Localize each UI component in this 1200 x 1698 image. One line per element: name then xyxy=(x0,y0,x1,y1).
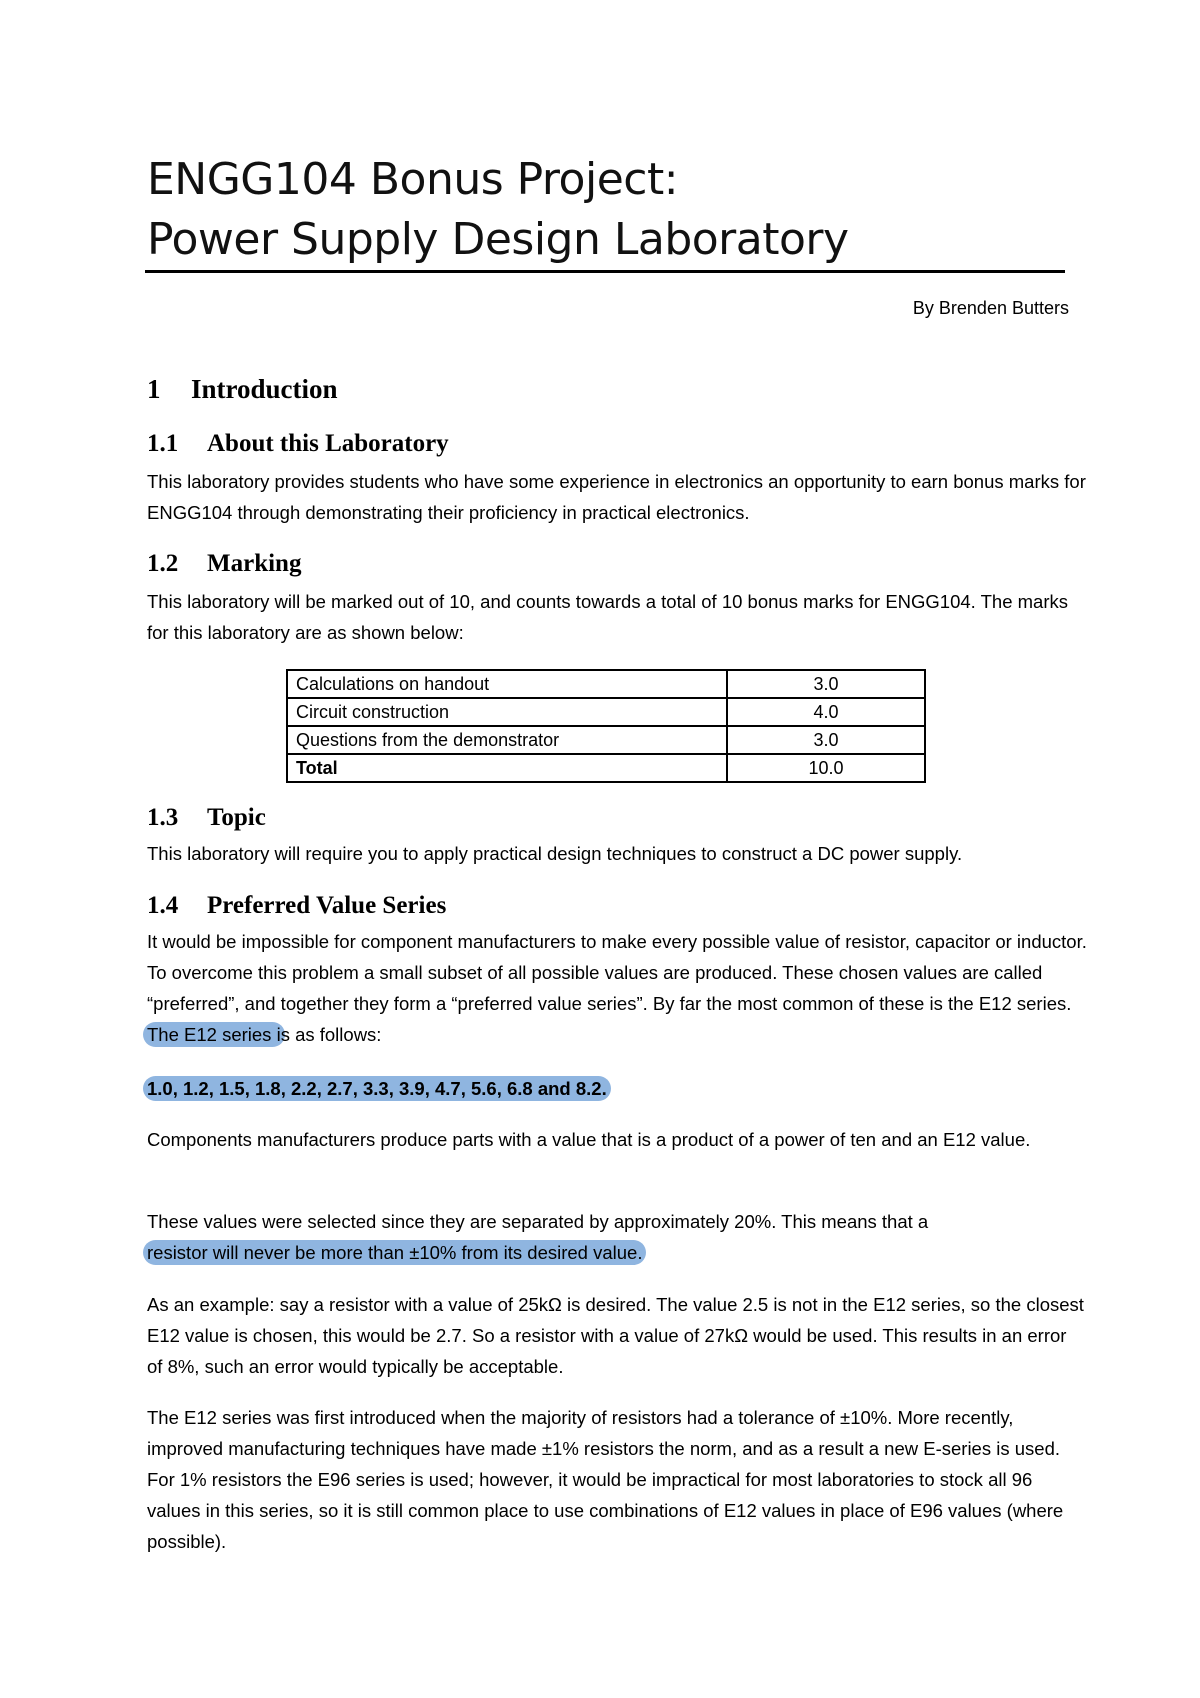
table-row xyxy=(287,726,925,754)
title-line-1: ENGG104 Bonus Project: xyxy=(147,154,679,205)
marks-table xyxy=(286,669,926,783)
heading-text: Marking xyxy=(207,550,302,577)
heading-introduction xyxy=(147,374,338,405)
paragraph-e96: The E12 series was first introduced when the majority of resistors had a tolerance of ±10%. More recently, improved manufacturing techniques have made ±1% resistors the norm, and as a result a new E-series is used. For 1% resistors the E96 series is used; however, it would be impractical for most laboratories to stock all 96 values in this series, so it is still common place to use combinations of E12 values in place of E96 values (where possible). xyxy=(147,1407,1064,1552)
table-cell-label: Circuit construction xyxy=(287,698,727,726)
table-row xyxy=(287,670,925,698)
title-line-2: Power Supply Design Laboratory xyxy=(147,214,849,265)
table-row xyxy=(287,698,925,726)
heading-number: 1.2 xyxy=(147,550,179,577)
table-cell-value: 4.0 xyxy=(727,698,925,726)
e12-series-values xyxy=(147,1078,607,1100)
heading-number: 1.4 xyxy=(147,892,179,919)
table-cell-label: Questions from the demonstrator xyxy=(287,726,727,754)
paragraph-preferred-intro xyxy=(147,926,1087,1050)
table-cell-label: Calculations on handout xyxy=(287,670,727,698)
highlight-annotation: The E12 series i xyxy=(143,1022,285,1047)
table-cell-value: 3.0 xyxy=(727,670,925,698)
heading-preferred-value-series xyxy=(147,892,446,920)
highlight-annotation: 1.0, 1.2, 1.5, 1.8, 2.2, 2.7, 3.3, 3.9, 4.7, 5.6, 6.8 and 8.2. xyxy=(143,1076,611,1101)
paragraph-text: These values were selected since they are separated by approximately 20%. This means that a xyxy=(147,1211,929,1232)
table-cell-value: 10.0 xyxy=(727,754,925,782)
table-row-total xyxy=(287,754,925,782)
table-cell-value: 3.0 xyxy=(727,726,925,754)
paragraph-text: It would be impossible for component manufacturers to make every possible value of resistor, capacitor or inductor. To overcome this problem a small subset of all possible values are produced. These chosen values are called “preferred”, and together they form a “preferred value series”. By far the most common of these is the E12 series. xyxy=(147,931,1087,1014)
table-cell-label: Total xyxy=(287,754,727,782)
paragraph-marking: This laboratory will be marked out of 10, and counts towards a total of 10 bonus marks for ENGG104. The marks for this laboratory are as shown below: xyxy=(147,591,1068,643)
paragraph-text-tail: s as follows: xyxy=(280,1024,382,1045)
heading-topic xyxy=(147,804,266,832)
paragraph-tolerance xyxy=(147,1206,1087,1268)
paragraph-components: Components manufacturers produce parts with a value that is a product of a power of ten and an E12 value. xyxy=(147,1129,1031,1150)
heading-text: Topic xyxy=(207,804,266,831)
heading-number: 1.1 xyxy=(147,430,179,457)
heading-about-this-laboratory xyxy=(147,430,449,458)
heading-text: Introduction xyxy=(191,374,338,404)
heading-text: About this Laboratory xyxy=(207,430,449,457)
title-underline xyxy=(145,270,1065,273)
author-byline: By Brenden Butters xyxy=(912,298,1069,318)
paragraph-example: As an example: say a resistor with a value of 25kΩ is desired. The value 2.5 is not in the E12 series, so the closest E12 value is chosen, this would be 2.7. So a resistor with a value of 27kΩ would be used. This results in an error of 8%, such an error would typically be acceptable. xyxy=(147,1294,1084,1377)
heading-marking xyxy=(147,550,301,578)
document-title xyxy=(147,150,1077,270)
highlight-annotation: resistor will never be more than ±10% from its desired value. xyxy=(143,1240,646,1265)
heading-number: 1.3 xyxy=(147,804,179,831)
paragraph-topic: This laboratory will require you to apply practical design techniques to construct a DC power supply. xyxy=(147,843,963,864)
heading-text: Preferred Value Series xyxy=(207,892,447,919)
heading-number: 1 xyxy=(147,374,161,404)
paragraph-about: This laboratory provides students who have some experience in electronics an opportunity to earn bonus marks for ENGG104 through demonstrating their proficiency in practical electronics. xyxy=(147,471,1086,523)
